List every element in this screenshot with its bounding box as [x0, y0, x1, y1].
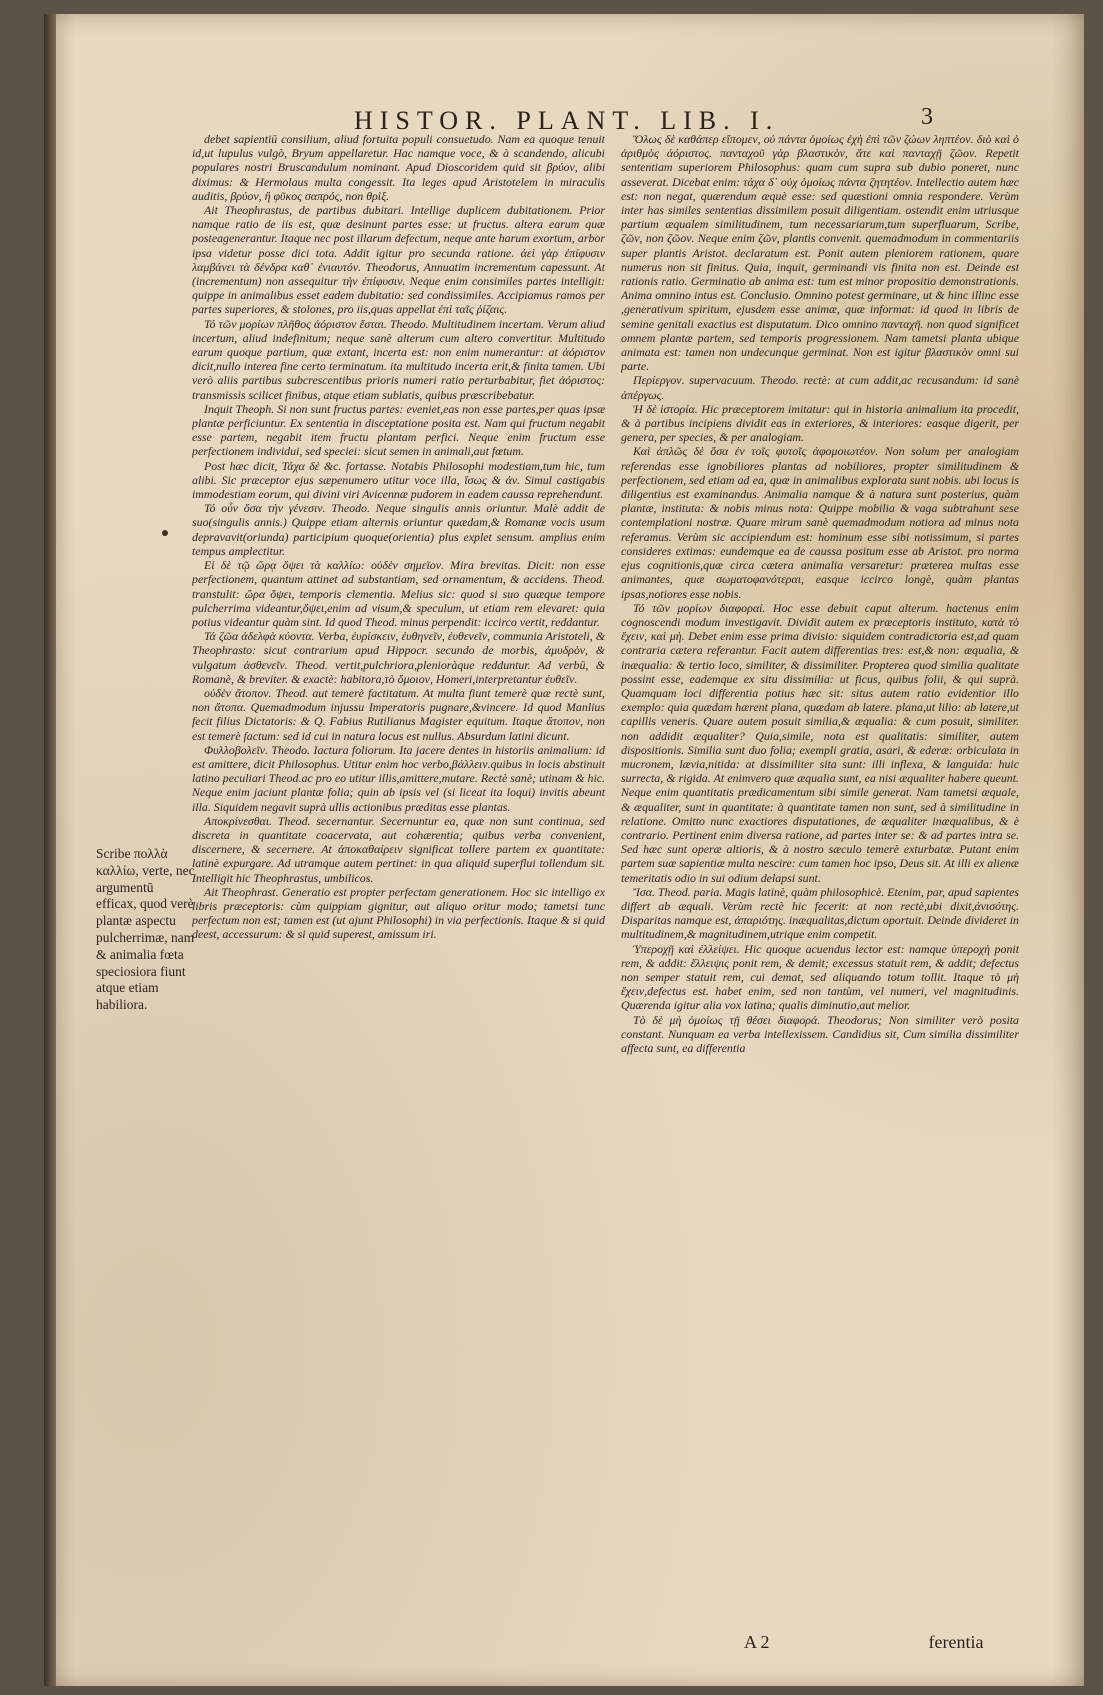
paragraph: Τό τῶν μορίων πλῆθος ἀόριστον ἔσται. Theodo. Multitudinem incertam. Verum aliud incertum, aliud indefinitum; neque sanè alterum cum altero convertitur. Multitudo earum quoque partium, quæ extant, incerta est: non enim numerantur: at ἀόριστον dicit,nullo interea fine certo terminatum. ita multitudo incerta erit,& finita tamen. Ubi verò aliis partibus subcrescentibus prioris numeri ratio perturbabitur, fiet ἀόριστος: transmissis scilicet finibus, atque etiam sublatis, quibus præscribebatur. [192, 316, 605, 402]
paragraph: Καὶ ἁπλῶς δὲ ὅσα ἐν τοῖς φυτοῖς ἀφομοιωτέον. Non solum per analogiam referendas esse ignobiliores plantas ad nobiliores, propter similitudinem & perfectionem, sed etiam ad ea, quæ in animalibus explorata sunt nobis. ubi locus is diligentius est examinandus. Animalia namque & à natura sunt posterius, quàm plantæ, instituta: & nobis minus nota: Quippe mobilia & vaga subtrahunt sese contemplationi nostræ. Quare mirum sanè quemadmodum notiora ad minus nota referamus. Verùm sic accipiendum est: hominum esse sibi notissimum, si partes consideres extimas: eundemque ea de caussa positum esse ab Aristot. pro norma ejus cognitionis,quæ circa cætera animalia versaretur: præterea multas esse animantes, quæ σωματοφανότεραι, easque iccirco longè, quàm plantas ipsas,notiores esse nobis. [621, 444, 1019, 601]
paragraph: Inquit Theoph. Si non sunt fructus partes: eveniet,eas non esse partes,per quas ipsæ plantæ perficiuntur. Ex sententia in disceptatione posita est. Nam qui fructum negabit esse partem, negabit item fructu plantam perfici. Neque enim fructum esse perfectionem individui, sed speciei: sicut semen in animali,aut fœtum. [192, 401, 605, 459]
paragraph: Ait Theophrastus, de partibus dubitari. Intellige duplicem dubitationem. Prior namque ratio de iis est, quæ desinunt partes esse: ut fructus. altera earum quæ posteagenerantur. Itaque nec post illarum defectum, neque ante harum exortum, arbor ipsa videtur posse dici tota. Addit igitur pro secunda ratione. ἀεὶ γὰρ ἐπίφυσιν λαμβάνει τὰ δένδρα καθ᾿ ἐνιαυτόν. Theodorus, Annuatim incrementum capessunt. At (incrementum) non assequitur τὴν ἐπίφυσιν. Neque enim consimiles partes intelligit: quippe in animalibus esset eadem dubitatio: sed condissimiles. Accipiamus ramos per partes superiores, & stolones, pro iis,quas appellat ἐπὶ ταῖς ῥίζαις. [192, 203, 605, 317]
book-gutter [44, 14, 56, 1686]
running-title: HISTOR. PLANT. LIB. I. [354, 106, 780, 135]
marginal-note: Scribe πολλὰ καλλίω, verte, nec argumentū efficax, quod verè plantæ aspectu pulcherrimæ, nam & animalia fœta speciosiora fiunt atque etiam habiliora. [96, 846, 195, 1013]
paragraph: Ἴσα. Theod. paria. Magis latinè, quàm philosophicè. Etenim, par, apud sapientes differt ab æquali. Verùm rectè hic fecerit: at non rectè,ubi dixit,ἀνισότης. Disparitas namque est, ἀπαριότης. inæqualitas,dictum oportuit. Deinde divideret in multitudinem,& magnitudinem,utrique enim competit. [621, 884, 1019, 942]
book-page [44, 14, 1084, 1686]
paragraph: Ἡ δὲ ἱστορία. Hic præceptorem imitatur: qui in historia animalium ita procedit, & à partibus incipiens dividit eas in exteriores, & interiores: easque digerit, per genera, per species, & per analogiam. [621, 401, 1019, 445]
left-text-column [192, 132, 605, 1494]
signature-mark: A 2 [744, 1632, 770, 1652]
printer-mark [162, 530, 168, 536]
paragraph: οὐδὲν ἄτοπον. Theod. aut temerè factitatum. At multa fiunt temerè quæ rectè sunt, non ἄτοπα. Quemadmodum injussu Imperatoris pugnare,&vincere. Id quod Manlius fecit filius Dictatoris: & Q. Fabius Rutilianus Magister equitum. Itaque ἄτοπον, non est temerè factum: sed id cui in natura locus est nullus. Absurdum latini dicunt. [192, 685, 605, 743]
paragraph: Ὑπεροχῇ καὶ ἐλλείψει. Hic quoque acuendus lector est: namque ὑπεροχὴ ponit rem, & addit: ἔλλειψις ponit rem, & demit; excessus statuit rem, & addit; defectus non semper statuit rem, cui demat, sed aliquando totum tollit. Itaque τὸ μὴ ἔχειν,defectus est. habet enim, sed non tantùm, vel numeri, vel magnitudinis. Quærenda igitur alia vox latina; qualis diminutio,aut melior. [621, 941, 1019, 1013]
paragraph: Τά ζῶα ἀδελφὰ κύοντα. Verba, ἐυρίσκειν, ἐυθηνεῖν, ἐυθενεῖν, communia Aristoteli, & Theophrasto: sicut contrarium apud Hippocr. secundo de morbis, ἀμυδρὸν, & vulgatum ἀσθενεῖν. Theod. vertit,pulchriora,plenioràque redduntur. Ad verbū, & Romanè, & breviter. & exactè: habitora,τὸ ὅμοιον, Homeri,interpretantur ἐυθεῖν. [192, 629, 605, 686]
paragraph: Εἰ δὲ τῷ ὥρᾳ ὄψει τὰ καλλίω: οὐδὲν σημεῖον. Mira brevitas. Dicit: non esse perfectionem, quantum attinet ad substantiam, sed ornamentum, & accidens. Theod. transtulit: ὥρα ὄψει, temporis clementia. Melius sic: quod si suo quæque tempore pulcherrima videantur,ὄψει,enim ad visum,& speculum, ut etiam rem elevaret: quia potius videantur quàm sint. Id quod Theod. minus perpendit: iccirco vertit, reddantur. [192, 558, 605, 629]
paragraph: Ait Theophrast. Generatio est propter perfectam generationem. Hoc sic intelligo ex libris præceptoris: cùm quippiam gignitur, aut aliquo oritur modo; tametsi tunc perfectum non est; tamen est (ut ajunt Philosophi) in via perfectionis. Itaque & si quid deest, accessurum: & si quid superest, amissum iri. [192, 884, 605, 942]
paragraph: Τό τῶν μορίων διαφοραί. Hoc esse debuit caput alterum. hactenus enim cognoscendi modum investigavit. Dividit autem ex præceptoris instituto, κατὰ τὸ ἔχειν, καὶ μὴ. Debet enim esse prima divisio: siquidem contradictoria est,ad quam contraria cætera referantur. Facit autem differentias tres: est,& non: æqualia, & inæqualia: & tertio loco, similiter, & dissimiliter. Propterea quod similia qualitate possint esse, eademque ex situ dissimilia: ut ficus, quibus folii, & qui suprà. Quamquam loci differentia potius hæc sit: situs autem ratio evidentior illo exemplo: quia quædam hærent plana, quædam ab latere. plana,ut lilio: ab latere,ut capillis veneris. Quare autem posuit similia,& æqualia: & cum posuit, similiter. non addidit æqualiter? Quia,simile, nota est qualitatis: similiter, autem dispositionis. Similia sunt duo folia; exempli gratia, asari, & ederæ: orbiculata in mucronem, lævia,nitida: at dissimiliter sita sunt: illi inflexa, & languida: huic surrecta, & rigida. At enimvero quæ æqualia sunt, ea nisi æqualiter habere queunt. Neque enim quantitatis prædicamentum sibi simile generat. Nam tametsi æquale, & æqualiter, sunt in quantitate: à quantitate tamen non sunt, sed à similitudine in relatione. Omitto nunc exactiores disputationes, de æqualiter inæqualibus, & è contrario. Pertinent enim diversa ratione, ad partes inter se: & ad partes intra se. Sed hæc sunt operæ altioris, & à nostro sæculo temerè exturbatæ. Putant enim partem suæ sapientiæ multa nescire: cum tamen hoc ipso, Deus sit. At illi ex alienæ temeritatis odio in sui odium delapsi sunt. [621, 600, 1019, 885]
paragraph: Αποκρίνεσθαι. Theod. secernantur. Secernuntur ea, quæ non sunt continua, sed discreta in quantitate coacervata, aut cohærentia; quibus verba convenient, discernere, & secernere. At ἀποκαθαίρειν significat tollere partem ex quantitate: latinè expurgare. Ad utramque autem pertinet: in qua aliquid superflui tollendum sit. Intelligit hic Theophrastus, umbilicos. [192, 813, 605, 885]
paragraph: Ὅλως δὲ καθάπερ εἴπομεν, οὐ πάντα ὁμοίως ἐχὴ ἐπὶ τῶν ζώων ληπτέον. διὸ καὶ ὁ ἀριθμὸς ἀόριστος. πανταχοῦ γὰρ βλαστικὸν, ἅτε καὶ πανταχῇ ζῶον. Repetit sententiam superiorem Philosophus: quam cum supra sub dubio poneret, nunc asseverat. Dicebat enim: τάχα δ᾿ οὐχ ὁμοίως πάντα ζητητέον. Intellectio autem hæc est: non negat, quærendum æquè esse: sed quæstioni omnia respondere. Verùm inter has similes sententias dissimilem posuit diligentiam. ostendit enim utriusque partium æqualem similitudinem, tum necessariarum,tum superfluarum, Scribe, ζῶν, non ζῶον. Neque enim ζῶν, plantis convenit. quemadmodum in commentariis super plantis Aristot. declaratum est. Ponit autem pleniorem rationem, quare numerus non sit finitus. Quia, inquit, germinandi vis finita non est. Deinde est rationis ratio. Germinatio ab anima est: tum est minor propositio demonstrationis. Anima omnino intus est. Conclusio. Omnino potest germinare, ut & hinc illinc esse ,generativum spiritum, ejusdem esse animæ, quæ informat: id quod in libris de semine genitali exactius est disputatum. Dico omnino πανταχῆ. non quod significet omnem plantæ partem, sed temporis progressionem. Nam tametsi planta ubique animata est: tamen non undecunque germinat. Non est igitur βλαστικὸν omni sui parte. [621, 132, 1019, 374]
right-text-column [621, 132, 1019, 1644]
paragraph: Τὸ δὲ μὴ ὁμοίως τῇ θέσει διαφορά. Theodorus; Non similiter verò posita constant. Nunquam ea verba intellexissem. Candidius sit, Cum similia dissimiliter affecta sunt, ea differentia [621, 1012, 1019, 1055]
page-footer [744, 1632, 983, 1653]
paragraph: Post hæc dicit, Τάχα δὲ &c. fortasse. Notabis Philosophi modestiam,tum hic, tum alibi. Sic præceptor ejus sæpenumero utitur voce illa, ἴσως & ἀν. Simul castigabis immodestiam eorum, qui divini viri Avicennæ pudorem in eadem caussa reprehendunt. [192, 458, 605, 502]
paragraph: Τό οὖν ὅσα τὴν γένεσιν. Theodo. Neque singulis annis oriuntur. Malè addit de suo(singulis annis.) Quippe etiam alternis oriuntur quædam,& Romanæ vocis usum depravavit(oriunda) participium quoque(orientia) plus explet sensum. amplius enim tempus amplectitur. [192, 501, 605, 558]
paragraph: debet sapientiū consilium, aliud fortuita populi consuetudo. Nam ea quoque tenuit id,ut lupulus vulgò, Bryum appellaretur. Hac namque voce, & à scandendo, alicubi populares nostri Bruscandulum nominant. Apud Dioscoridem quid sit βρύον, alibi diximus: & Hermolaus multa congessit. Ita leges apud Aristotelem in miraculis auditis, βρύον, ἢ φῦκος σαπρός, non θρὶξ. [192, 132, 605, 203]
paragraph: Φυλλοβολεῖν. Theodo. Iactura foliorum. Ita jacere dentes in historiis animalium: id est amittere, dicit Philosophus. Utitur enim hoc verbo,βάλλειν.quibus in locis abstinuit latino peculiari Theod.ac pro eo utitur illis,amittere,mutare. Rectè sanè; utinam & hic. Neque enim jaciunt plantæ folia; quin ab ipsis vel (si liceat ita loqui) invitis abeunt illa. Siquidem negavit suprà ullis actionibus præditas esse plantas. [192, 742, 605, 814]
paragraph: Περίεργον. supervacuum. Theodo. rectè: at cum addit,ac recusandum: id sanè ἀπέργως. [621, 373, 1019, 402]
page-number: 3 [921, 104, 933, 130]
catchword: ferentia [928, 1632, 984, 1652]
